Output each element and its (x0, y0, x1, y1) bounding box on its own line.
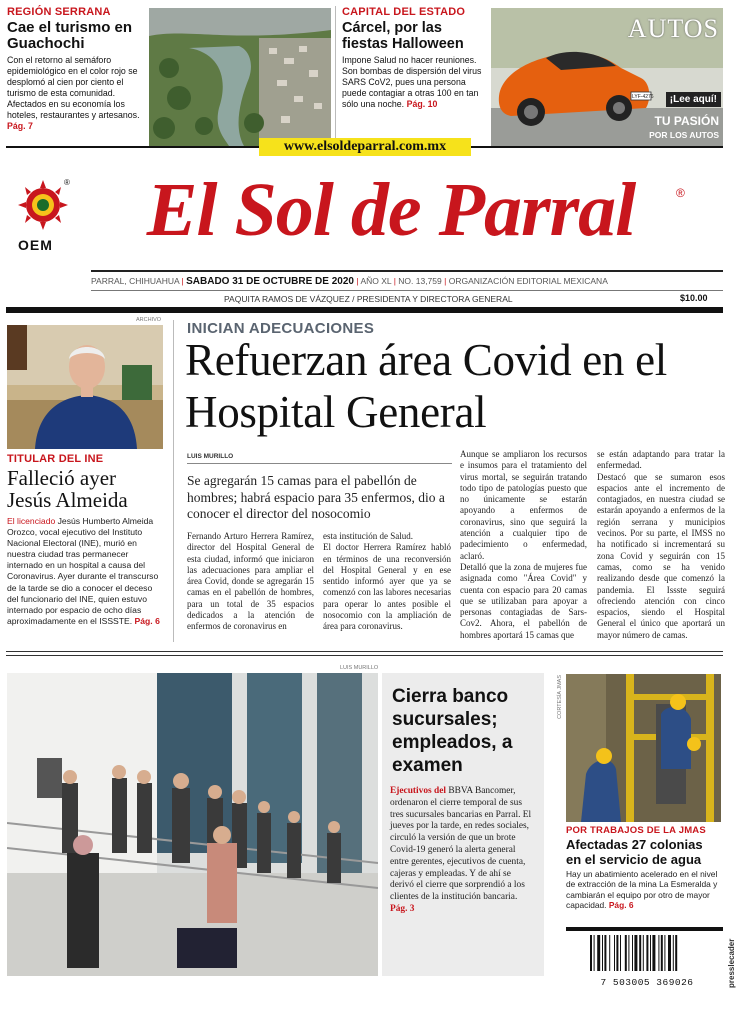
bank-article[interactable] (382, 673, 544, 976)
teaser-body (7, 55, 145, 132)
barcode-number: 7 503005 369026 (600, 977, 694, 988)
reg-mark-left: ® (64, 178, 70, 187)
reg-mark: ® (676, 186, 685, 200)
dateline-org: ORGANIZACIÓN EDITORIAL MEXICANA (448, 276, 608, 286)
barcode-bar (639, 935, 641, 971)
teaser-title[interactable]: Cárcel, por las fiestas Halloween (342, 20, 464, 52)
barcode (588, 935, 706, 988)
water-bottom-rule (566, 927, 723, 931)
barcode-bar (602, 935, 603, 971)
main-headline[interactable]: Refuerzan área Covid en el Hospital General (185, 335, 667, 437)
main-col-4: se están adaptando para tratar la enfermedad. Destacó que se sumaron esos espacios ante el incremento de contagiados, en nuestra ciudad se estarán apoyando a enfermos de la región serrana y municipios vecinos. Por su parte, el IMSS no ha notificado si incrementará su zona Covid y seguirán con 15 camas, como se ha venido realizando desde que comenzó la pandemia. El Issste seguirá ofreciendo atención con cinco espacios, siendo el Hospital General el único que aportará un mayor número de camas. (597, 449, 725, 640)
page-ref[interactable]: Pág. 10 (406, 99, 438, 109)
teaser-guachochi[interactable] (7, 6, 145, 146)
bank-lead: Ejecutivos del (390, 786, 446, 796)
page-ref[interactable]: Pág. 7 (7, 121, 33, 131)
bank-queue-photo (7, 673, 378, 976)
byline-rule (187, 463, 452, 464)
masthead-bottom-bar (6, 307, 723, 313)
oem-logo[interactable] (14, 178, 76, 252)
jmas-workers-photo (566, 674, 721, 822)
main-col-3: Aunque se ampliaron los recursos e insumos para el tratamiento del virus mortal, se seguirán tratando todo tipo de patologías puesto que no únicamente se estarán apoyando a enfermos de coronavirus, sino que seguirá la atención a cualquier tipo de padecimiento o enfermedad, aclaró. Detalló que la zona de mujeres fue asignada como "Área Covid" y cuenta con espacio para 20 camas que se utilizaban para apoyar a personas contagiadas de Sars-Cov2. Ahora, el pabellón de hombres aportará 15 camas que (460, 449, 587, 640)
barcode-bar (634, 935, 637, 971)
obit-body-text: Jesús Humberto Almeida Orozco, vocal ejecutivo del Instituto Nacional Electoral (INE), murió en nuestra ciudad tras permanecer internado en un hospital a causa del Coronavirus. Ayer durante el transcurso de la tarde se dio a conocer el deceso del funcionario del INE, quien estuvo internado por espacio de ocho días aproximadamente en el ISSSTE. (7, 516, 159, 626)
dateline-rule (91, 270, 723, 272)
price: $10.00 (680, 293, 708, 303)
barcode-bar (646, 935, 648, 971)
photo-credit: LUIS MURILLO (340, 665, 379, 671)
barcode-bar (620, 935, 621, 971)
teaser-kicker: REGIÓN SERRANA (7, 6, 111, 18)
barcode-bar (594, 935, 595, 971)
barcode-bar (632, 935, 633, 971)
water-kicker: POR TRABAJOS DE LA JMAS (566, 825, 706, 836)
barcode-bar (668, 935, 671, 971)
bank-body-text: BBVA Bancomer, ordenaron el cierre temporal de sus tres sucursales bancarias en Parral. El jueves por la tarde, en redes sociales, circuló la versión de que un brote Covid-19 generó la alerta general entre gerentes, ejecutivos de cuenta, cajeras y empleadas. Y de ahí se derivó el cierre que sorprendió a los clientes de la institución bancaria. (390, 786, 532, 903)
main-col-2: esta institución de Salud. El doctor Herrera Ramírez habló en términos de una reconversión del Hospital General y en ese sentido informó ayer que ya se comenzó con las labores necesarias para operar lo antes posible el nosocomio con la ampliación de área para coronavirus. (323, 531, 451, 632)
teaser-body-text: Con el retorno al semáforo epidemiológico en el color rojo se desplomó al cien por ciento el turismo de esta comunidad. Afectados en su economía los hoteles, restaurantes y artesanos. (7, 55, 140, 120)
masthead-title[interactable]: El Sol de Parral (146, 168, 636, 252)
barcode-bar (673, 935, 674, 971)
barcode-bar (664, 935, 665, 971)
dateline-year: AÑO XL (360, 276, 392, 286)
barcode-bar (628, 935, 629, 971)
autos-promo[interactable] (491, 8, 723, 146)
plate-text: LYF-4276 (632, 94, 654, 100)
page-ref[interactable]: Pág. 6 (134, 615, 160, 626)
barcode-bar (614, 935, 615, 971)
barcode-bar (590, 935, 592, 971)
main-byline: LUIS MURILLO (187, 453, 234, 460)
barcode-bar (658, 935, 659, 971)
barcode-bar (609, 935, 610, 971)
almeida-photo (7, 325, 163, 449)
dateline-number: NO. 13,759 (398, 276, 442, 286)
barcode-bar (625, 935, 627, 971)
read-here-button[interactable]: ¡Lee aquí! (666, 92, 721, 107)
teaser-body-text: Impone Salud no hacer reuniones. Son bombas de dispersión del virus SARS CoV2, pues una persona puede contagiar a otras 100 en tan sólo una noche. (342, 55, 482, 109)
portrait-image (7, 325, 163, 449)
barcode-bar (597, 935, 600, 971)
obit-title[interactable]: Falleció ayer Jesús Almeida (7, 466, 128, 512)
water-body (566, 869, 721, 911)
barcode-bar (675, 935, 677, 971)
teaser-title[interactable]: Cae el turismo en Guachochi (7, 19, 133, 52)
barcode-icon (588, 935, 706, 973)
barcode-bar (661, 935, 663, 971)
water-headline[interactable]: Afectadas 27 colonias en el servicio de agua (566, 837, 703, 867)
divider (335, 6, 336, 146)
barcode-bar (652, 935, 655, 971)
dateline-date: SABADO 31 DE OCTUBRE DE 2020 (186, 276, 354, 287)
obit-lead: El licenciado (7, 516, 56, 526)
oem-logo-text: OEM (18, 237, 53, 253)
guachochi-photo (149, 8, 331, 146)
water-article[interactable] (566, 825, 721, 911)
section-rule-bottom (6, 655, 723, 656)
column-divider (173, 320, 174, 642)
barcode-bar (604, 935, 606, 971)
main-col-1: Fernando Arturo Herrera Ramírez, director del Hospital General de esta ciudad, informó que iniciaron las adecuaciones para ampliar el área Covid, donde se agregarán 15 camas en el pabellón de hombres, para un total de 35 espacios dedicados a la atención de enfermos de coronavirus en (187, 531, 314, 632)
autos-label: AUTOS (627, 14, 719, 43)
dateline-city: PARRAL, CHIHUAHUA (91, 276, 180, 286)
water-body-text: Hay un abatimiento acelerado en el nivel de extracción de la mina La Esmeralda y cambiarán el equipo por otro de mayor capacidad. (566, 869, 718, 911)
autos-tagline-sub: POR LOS AUTOS (649, 130, 719, 140)
barcode-bar (643, 935, 644, 971)
dateline: PARRAL, CHIHUAHUA | SABADO 31 DE OCTUBRE DE 2020 | AÑO XL | NO. 13,759 | ORGANIZACIÓN EDITORIAL MEXICANA (91, 276, 608, 287)
bank-headline[interactable]: Cierra banco sucursales; empleados, a examen (392, 686, 513, 776)
section-rule-top (6, 651, 723, 652)
main-kicker: INICIAN ADECUACIONES (187, 320, 375, 337)
obituary-article[interactable] (7, 453, 163, 627)
bank-line-image (7, 673, 378, 976)
teaser-halloween[interactable] (342, 6, 484, 146)
pressreader-badge: presslecader (727, 938, 736, 988)
teaser-body (342, 55, 484, 110)
page-ref[interactable]: Pág. 3 (390, 903, 415, 914)
photo-credit: CORTESÍA JMAS (557, 675, 563, 719)
main-deck: Se agregarán 15 camas para el pabellón de hombres; habrá espacio para 35 enfermos, dio a conocer el director del nosocomio (187, 473, 445, 521)
workers-image (566, 674, 721, 822)
aerial-town-image (149, 8, 331, 146)
page-ref[interactable]: Pág. 6 (608, 900, 634, 911)
obit-body (7, 516, 163, 627)
director-line: PAQUITA RAMOS DE VÁZQUEZ / PRESIDENTA Y DIRECTORA GENERAL (224, 294, 513, 304)
dateline-thin-rule (91, 290, 723, 291)
autos-tagline: TU PASIÓN (654, 114, 719, 128)
barcode-bar (650, 935, 651, 971)
barcode-bar (616, 935, 618, 971)
photo-credit: ARCHIVO (136, 317, 162, 323)
obit-kicker: TITULAR DEL INE (7, 453, 104, 465)
bank-body (390, 786, 536, 916)
teaser-kicker: CAPITAL DEL ESTADO (342, 6, 466, 18)
website-link[interactable]: www.elsoldeparral.com.mx (259, 138, 471, 156)
